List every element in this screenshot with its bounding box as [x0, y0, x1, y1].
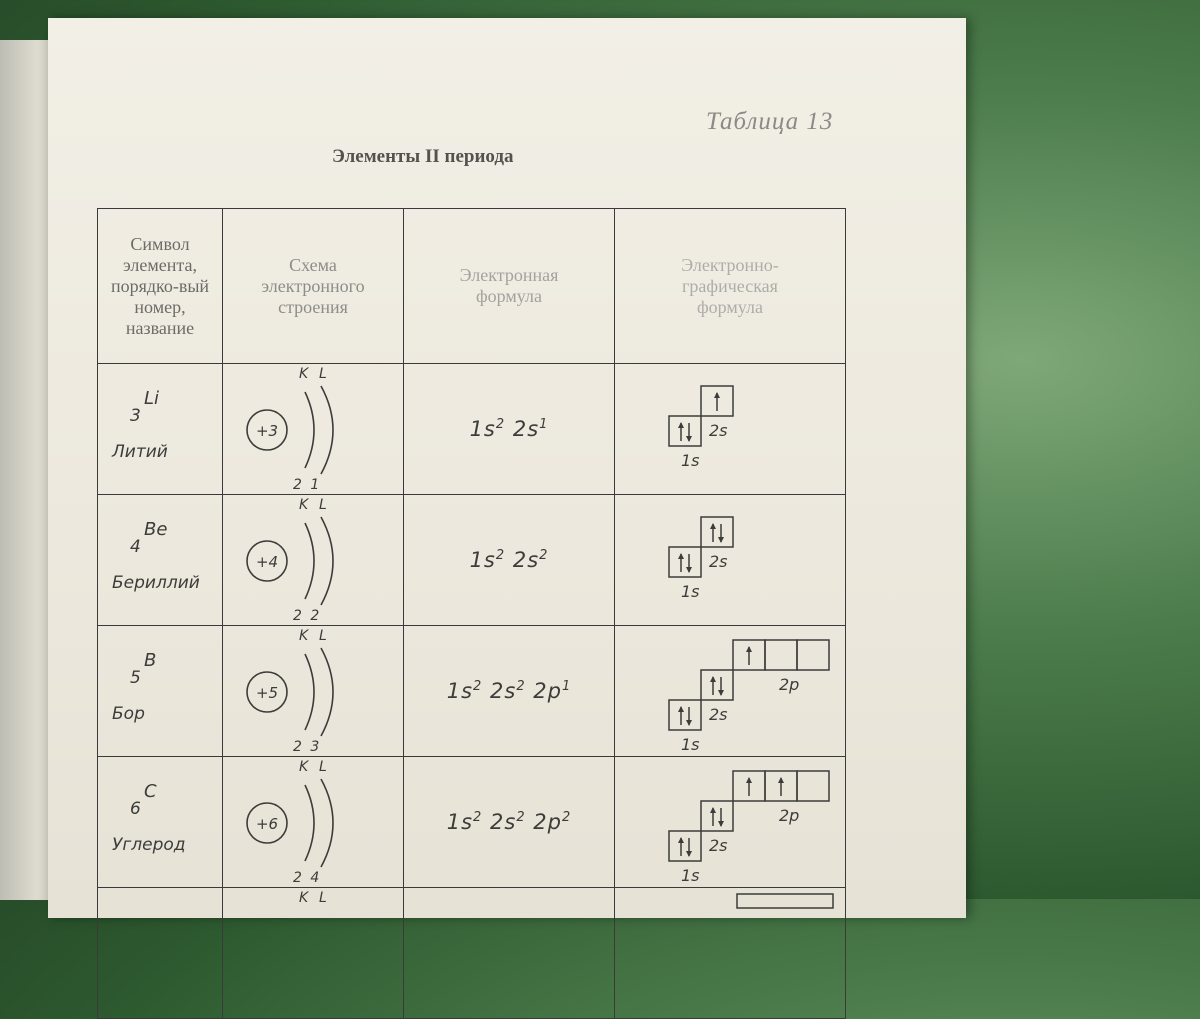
- electron-formula: [470, 548, 549, 572]
- orbital-label-s1: 1s: [681, 451, 700, 470]
- atomic-number: 3: [130, 406, 141, 426]
- orbital-box: [701, 670, 733, 700]
- shell-electron-counts: 2 3: [293, 739, 320, 755]
- orbital-label-s1: 1s: [681, 735, 700, 754]
- formula-2s-exp: 2: [539, 548, 549, 563]
- element-cell: [98, 757, 223, 888]
- formula-cell: [404, 888, 615, 1019]
- graphic-cell: [615, 626, 846, 757]
- orbital-box: [669, 831, 701, 861]
- table-row: [98, 757, 846, 888]
- orbital-box: [669, 700, 701, 730]
- orbital-diagram: [615, 364, 846, 494]
- shell-l-label: L: [319, 497, 327, 513]
- shell-k-arc: [305, 392, 314, 468]
- formula-cell: [404, 757, 615, 888]
- spin-up-head: [678, 553, 684, 559]
- shell-l-arc: [321, 779, 333, 867]
- formula-2s: 2s: [512, 548, 540, 572]
- shell-scheme: [223, 495, 404, 625]
- electron-formula: [447, 679, 572, 703]
- orbital-box: [765, 640, 797, 670]
- element-name: Литий: [112, 442, 168, 462]
- shell-l-arc: [321, 648, 333, 736]
- page-title: Элементы II периода: [332, 146, 514, 167]
- formula-1s-exp: 2: [495, 417, 506, 432]
- table-row: [98, 495, 846, 626]
- graphic-cell: [615, 757, 846, 888]
- electron-formula: [470, 417, 549, 441]
- orbital-label-s2: 2s: [709, 705, 728, 724]
- orbital-diagram: [615, 495, 846, 625]
- spin-up-head: [746, 777, 752, 783]
- spin-up-head: [714, 392, 720, 398]
- table-header-row: [98, 209, 846, 364]
- elements-table: [97, 208, 846, 1019]
- spin-up-head: [678, 837, 684, 843]
- formula-2s-exp: 2: [516, 810, 526, 825]
- shell-electron-counts: 2 1: [293, 477, 320, 493]
- spin-down-head: [686, 436, 692, 442]
- formula-2s: 2s: [512, 417, 540, 441]
- orbital-label-s2: 2s: [709, 836, 728, 855]
- header-graphic: Электронно-графическая формула: [615, 209, 846, 364]
- element-symbol: C: [144, 781, 157, 802]
- spin-down-head: [718, 537, 724, 543]
- element-cell: [98, 364, 223, 495]
- spin-up-head: [746, 646, 752, 652]
- orbital-diagram: [615, 888, 846, 1018]
- orbital-diagram: [615, 626, 846, 756]
- nucleus-charge: +3: [255, 422, 279, 440]
- formula-1s: 1s: [446, 810, 474, 834]
- header-symbol: Символ элемента, порядко-вый номер, название: [98, 209, 223, 364]
- table-row-partial: [98, 888, 846, 1019]
- element-name: Бериллий: [112, 573, 200, 593]
- element-cell: [98, 626, 223, 757]
- shell-k-label: K: [299, 759, 309, 775]
- atomic-number: 5: [130, 668, 141, 688]
- element-cell: [98, 495, 223, 626]
- header-scheme: Схема электронного строения: [223, 209, 404, 364]
- graphic-cell: [615, 888, 846, 1019]
- left-page-edge: [0, 40, 52, 900]
- atomic-number: 6: [130, 799, 141, 819]
- element-symbol: B: [144, 650, 157, 671]
- formula-2s: 2s: [490, 810, 517, 834]
- nucleus-charge: +6: [255, 815, 279, 833]
- scheme-cell: [223, 626, 404, 757]
- shell-l-label: L: [319, 628, 327, 644]
- scheme-cell: [223, 888, 404, 1019]
- spin-down-head: [686, 720, 692, 726]
- formula-cell: [404, 495, 615, 626]
- spin-up-head: [678, 706, 684, 712]
- spin-up-head: [710, 523, 716, 529]
- orbital-box: [797, 640, 829, 670]
- shell-electron-counts: 2 2: [293, 608, 320, 624]
- graphic-cell: [615, 495, 846, 626]
- scheme-cell: [223, 364, 404, 495]
- formula-1s: 1s: [469, 417, 496, 441]
- atomic-number: 4: [130, 537, 141, 557]
- element-symbol: Be: [144, 519, 168, 540]
- spin-down-head: [718, 690, 724, 696]
- shell-electron-counts: 2 4: [293, 870, 320, 886]
- formula-1s-exp: 2: [495, 548, 506, 563]
- electron-formula: [447, 810, 572, 834]
- spin-up-head: [710, 807, 716, 813]
- nucleus-charge: +4: [255, 553, 279, 571]
- shell-k-label: K: [299, 628, 309, 644]
- spin-up-head: [710, 676, 716, 682]
- shell-k-label: K: [299, 366, 309, 382]
- formula-2p-exp: 1: [561, 679, 572, 694]
- orbital-box: [669, 547, 701, 577]
- formula-1s: 1s: [469, 548, 496, 572]
- orbital-box: [797, 771, 829, 801]
- shell-k-label: K: [299, 497, 309, 513]
- formula-1s: 1s: [446, 679, 474, 703]
- orbital-label-s2: 2s: [709, 552, 728, 571]
- shell-k-arc: [305, 523, 314, 599]
- table-number: Таблица 13: [706, 108, 834, 135]
- element-symbol: Li: [144, 388, 160, 409]
- shell-k-arc: [305, 654, 314, 730]
- spin-up-head: [678, 422, 684, 428]
- shell-l-label: L: [319, 366, 327, 382]
- spin-up-head: [778, 777, 784, 783]
- element-cell: [98, 888, 223, 1019]
- orbital-label-s1: 1s: [681, 866, 700, 885]
- formula-cell: [404, 364, 615, 495]
- orbital-diagram: [615, 757, 846, 887]
- formula-1s-exp: 2: [473, 810, 483, 825]
- shell-l-label: L: [319, 759, 327, 775]
- orbital-box: [701, 517, 733, 547]
- shell-l-label: L: [319, 890, 327, 906]
- orbital-label-p2: 2p: [779, 675, 800, 694]
- shell-k-label: K: [299, 890, 309, 906]
- shell-scheme: [223, 757, 404, 887]
- formula-2s: 2s: [490, 679, 517, 703]
- formula-2p: 2p: [533, 810, 562, 834]
- formula-1s-exp: 2: [473, 679, 483, 694]
- graphic-cell: [615, 364, 846, 495]
- header-formula: Электронная формула: [404, 209, 615, 364]
- shell-k-arc: [305, 785, 314, 861]
- formula-2p-exp: 2: [561, 810, 572, 825]
- shell-scheme: [223, 364, 404, 494]
- table-row: [98, 626, 846, 757]
- element-name: Бор: [112, 704, 145, 724]
- shell-l-arc: [321, 517, 333, 605]
- orbital-label-s2: 2s: [709, 421, 728, 440]
- shell-scheme: [223, 888, 404, 1018]
- orbital-box: [669, 416, 701, 446]
- shell-scheme: [223, 626, 404, 756]
- orbital-box: [701, 801, 733, 831]
- spin-down-head: [686, 567, 692, 573]
- orbital-box: [737, 894, 833, 908]
- spin-down-head: [718, 821, 724, 827]
- formula-cell: [404, 626, 615, 757]
- element-name: Углерод: [112, 835, 186, 855]
- orbital-label-s1: 1s: [681, 582, 700, 601]
- formula-2s-exp: 2: [516, 679, 526, 694]
- shell-l-arc: [321, 386, 333, 474]
- formula-2s-exp: 1: [539, 417, 549, 432]
- scheme-cell: [223, 757, 404, 888]
- table-row: [98, 364, 846, 495]
- scheme-cell: [223, 495, 404, 626]
- spin-down-head: [686, 851, 692, 857]
- nucleus-charge: +5: [255, 684, 279, 702]
- orbital-label-p2: 2p: [779, 806, 800, 825]
- formula-2p: 2p: [533, 679, 562, 703]
